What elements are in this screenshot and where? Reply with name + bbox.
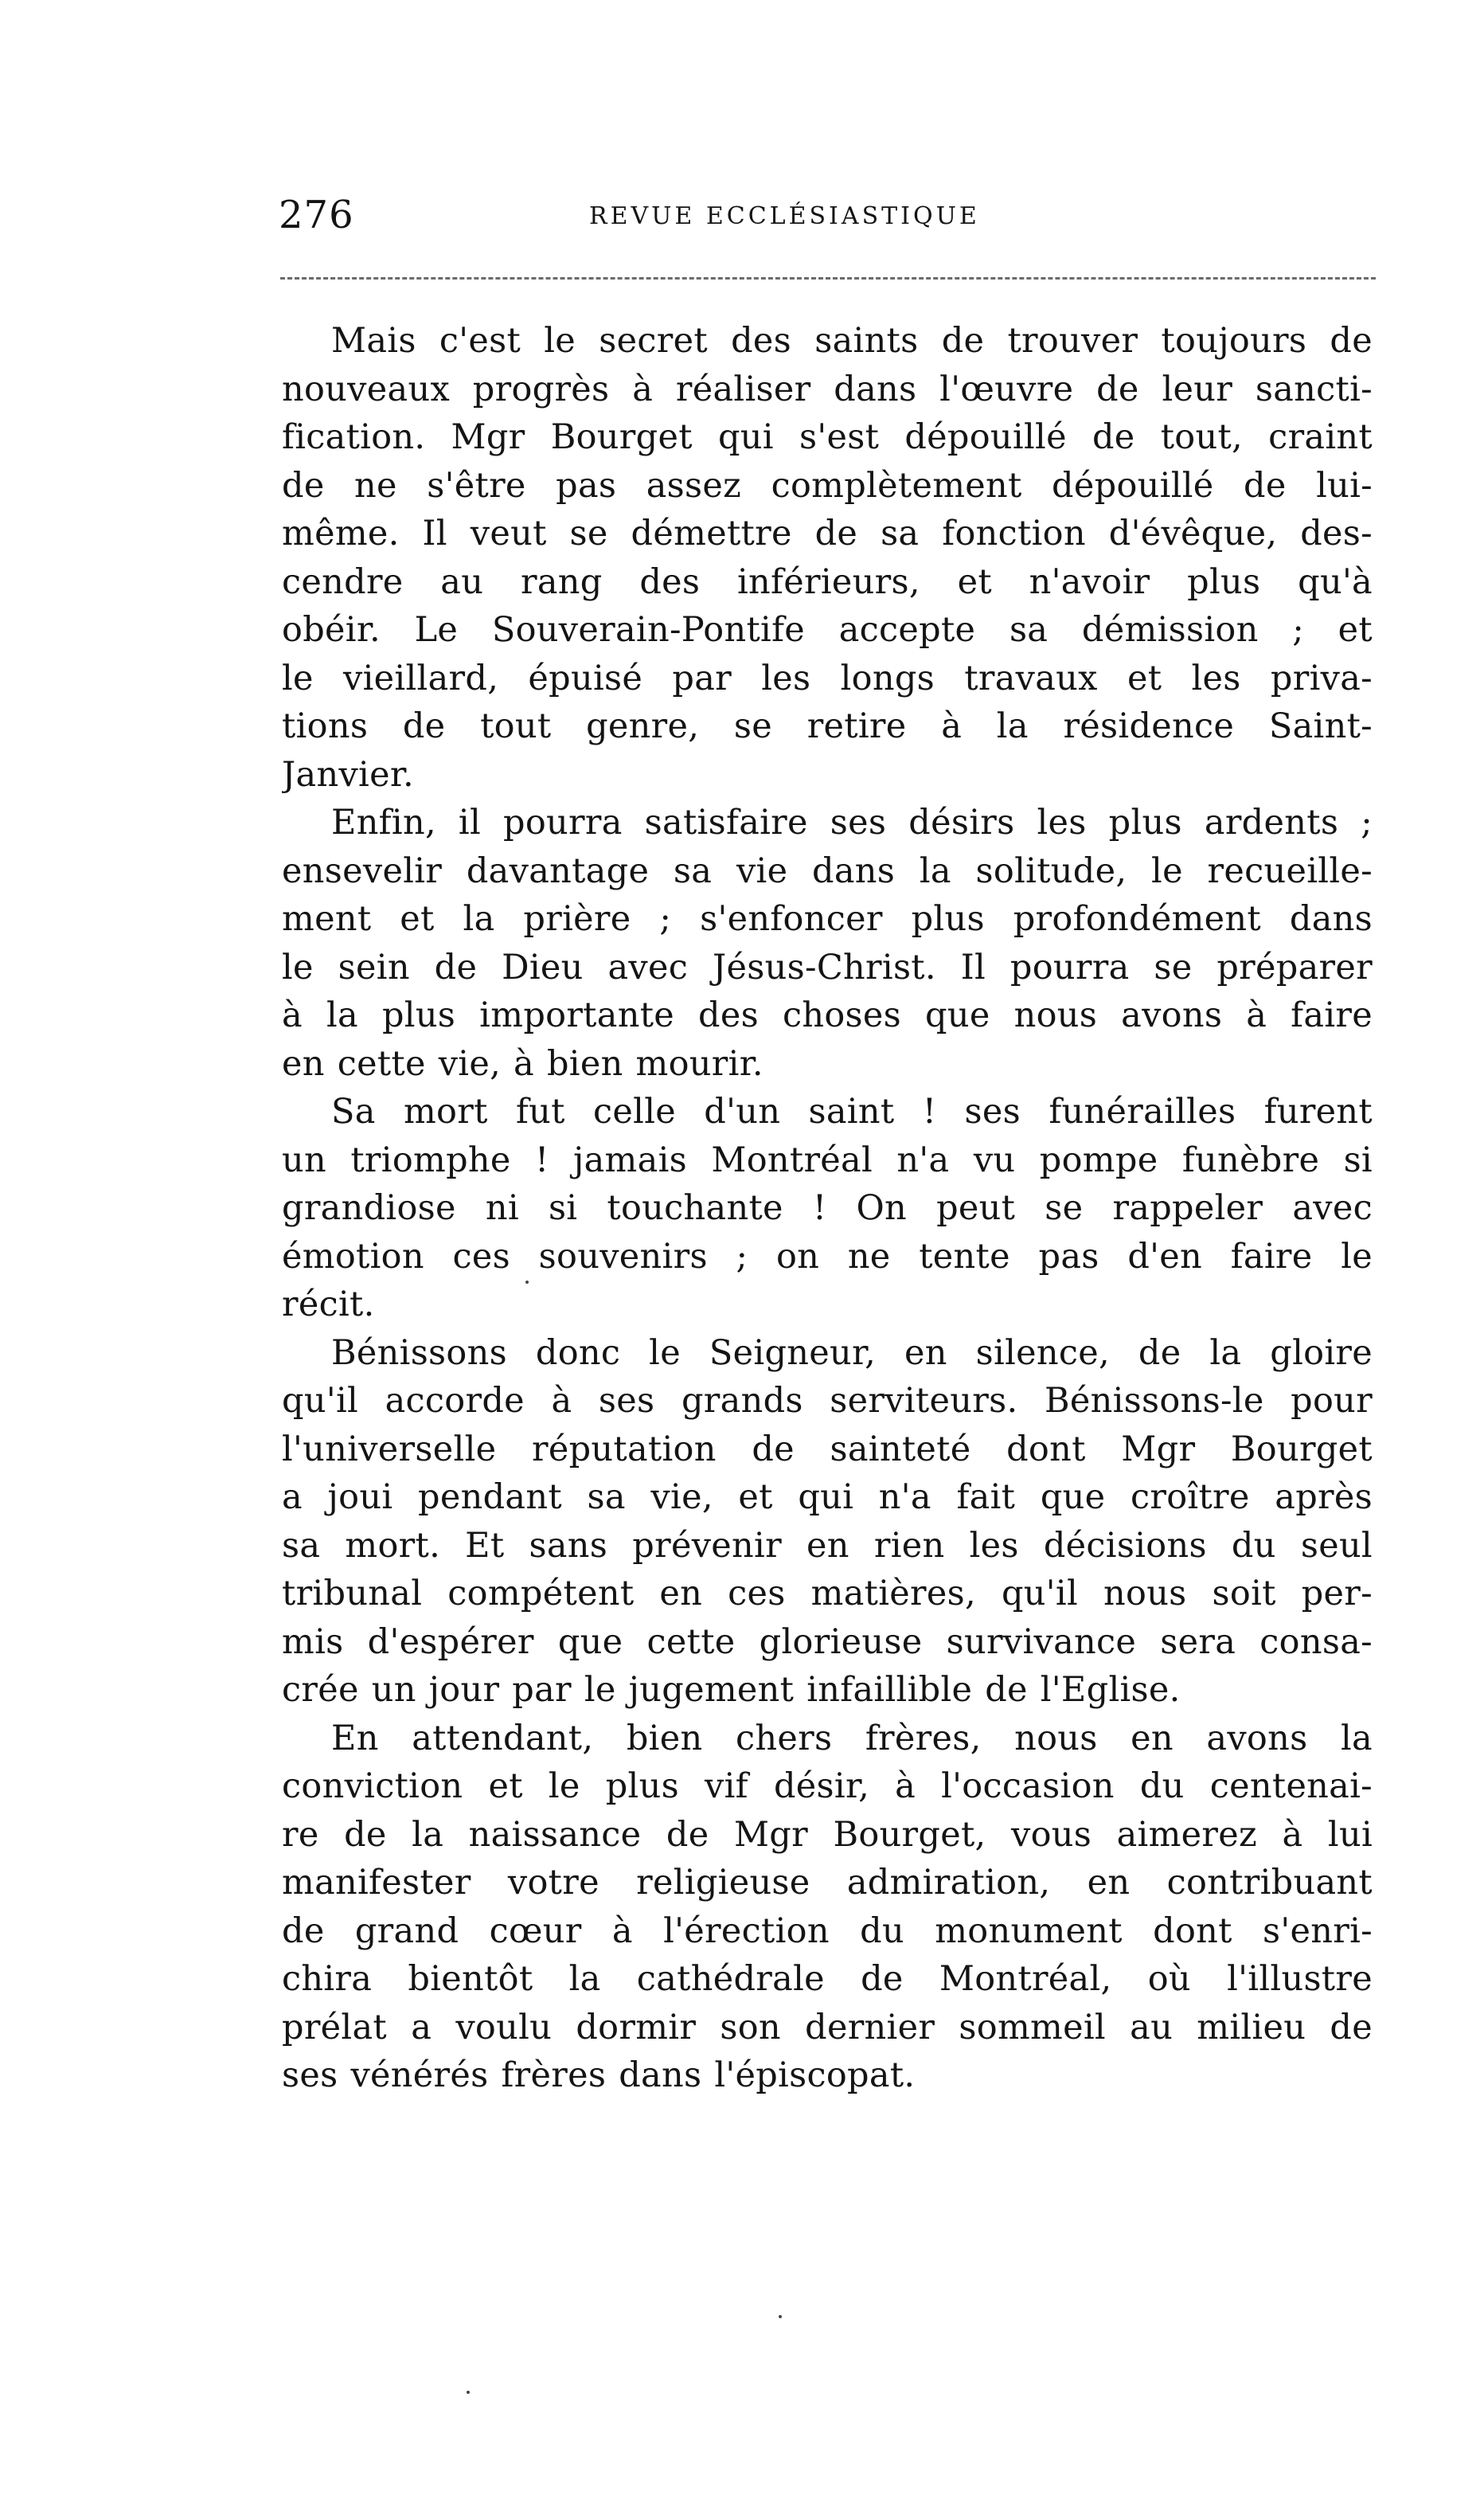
text-line: tribunal compétent en ces matières, qu'il nous soit per- xyxy=(282,1574,1373,1613)
body-text xyxy=(282,317,1373,2100)
print-speck xyxy=(467,2391,470,2394)
text-line: nouveaux progrès à réaliser dans l'œuvre de leur sancti- xyxy=(282,369,1373,409)
text-line: l'universelle réputation de sainteté dont Mgr Bourget xyxy=(282,1429,1373,1469)
text-line: récit. xyxy=(282,1285,375,1324)
running-head xyxy=(279,191,1377,239)
text-line: conviction et le plus vif désir, à l'occasion du centenai- xyxy=(282,1766,1373,1806)
header-rule xyxy=(280,277,1376,280)
text-line: de ne s'être pas assez complètement dépouillé de lui- xyxy=(282,465,1373,506)
text-line: mis d'espérer que cette glorieuse survivance sera consa- xyxy=(282,1621,1373,1662)
text-line: Sa mort fut celle d'un saint ! ses funérailles furent xyxy=(331,1092,1373,1132)
paragraph xyxy=(282,799,1373,1088)
text-line: de grand cœur à l'érection du monument dont s'enri- xyxy=(282,1910,1373,1951)
text-line: manifester votre religieuse admiration, en contribuant xyxy=(282,1863,1373,1903)
page-number: 276 xyxy=(279,193,354,237)
text-line: le vieillard, épuisé par les longs travaux et les priva- xyxy=(282,658,1373,698)
paragraph xyxy=(282,1088,1373,1329)
text-line: Enfin, il pourra satisfaire ses désirs les plus ardents ; xyxy=(331,803,1373,843)
text-line: obéir. Le Souverain-Pontife accepte sa démission ; et xyxy=(282,610,1373,650)
text-line: Bénissons donc le Seigneur, en silence, de la gloire xyxy=(331,1332,1373,1373)
text-line: Janvier. xyxy=(282,754,414,795)
journal-title: REVUE ECCLÉSIASTIQUE xyxy=(589,202,980,230)
text-line: ment et la prière ; s'enfoncer plus profondément dans xyxy=(282,899,1373,939)
text-line: émotion ces souvenirs ; on ne tente pas d'en faire le xyxy=(282,1236,1373,1277)
text-line: a joui pendant sa vie, et qui n'a fait que croître après xyxy=(282,1477,1373,1517)
text-line: tions de tout genre, se retire à la résidence Saint- xyxy=(282,706,1373,746)
text-line: sa mort. Et sans prévenir en rien les décisions du seul xyxy=(282,1525,1373,1566)
text-line: chira bientôt la cathédrale de Montréal, où l'illustre xyxy=(282,1959,1373,1999)
text-line: à la plus importante des choses que nous avons à faire xyxy=(282,995,1373,1035)
text-line: qu'il accorde à ses grands serviteurs. Bénissons-le pour xyxy=(282,1381,1373,1421)
text-line: en cette vie, à bien mourir. xyxy=(282,1043,763,1084)
print-speck xyxy=(779,2315,782,2318)
text-line: Mais c'est le secret des saints de trouver toujours de xyxy=(331,321,1373,361)
print-speck xyxy=(525,1281,529,1284)
paragraph xyxy=(282,1715,1373,2100)
text-line: ensevelir davantage sa vie dans la solitude, le recueille- xyxy=(282,851,1373,891)
text-line: fication. Mgr Bourget qui s'est dépouillé de tout, craint xyxy=(282,417,1373,457)
text-line: le sein de Dieu avec Jésus-Christ. Il pourra se préparer xyxy=(282,947,1373,987)
text-line: grandiose ni si touchante ! On peut se rappeler avec xyxy=(282,1188,1373,1228)
text-line: un triomphe ! jamais Montréal n'a vu pompe funèbre si xyxy=(282,1140,1373,1180)
text-line: ses vénérés frères dans l'épiscopat. xyxy=(282,2055,916,2095)
text-line: crée un jour par le jugement infaillible de l'Eglise. xyxy=(282,1670,1181,1710)
text-line: même. Il veut se démettre de sa fonction d'évêque, des- xyxy=(282,514,1373,553)
text-line: prélat a voulu dormir son dernier sommeil au milieu de xyxy=(282,2007,1373,2047)
paragraph xyxy=(282,1329,1373,1715)
paragraph xyxy=(282,317,1373,799)
text-line: En attendant, bien chers frères, nous en avons la xyxy=(331,1718,1373,1758)
text-line: re de la naissance de Mgr Bourget, vous aimerez à lui xyxy=(282,1814,1373,1855)
text-line: cendre au rang des inférieurs, et n'avoir plus qu'à xyxy=(282,561,1373,602)
